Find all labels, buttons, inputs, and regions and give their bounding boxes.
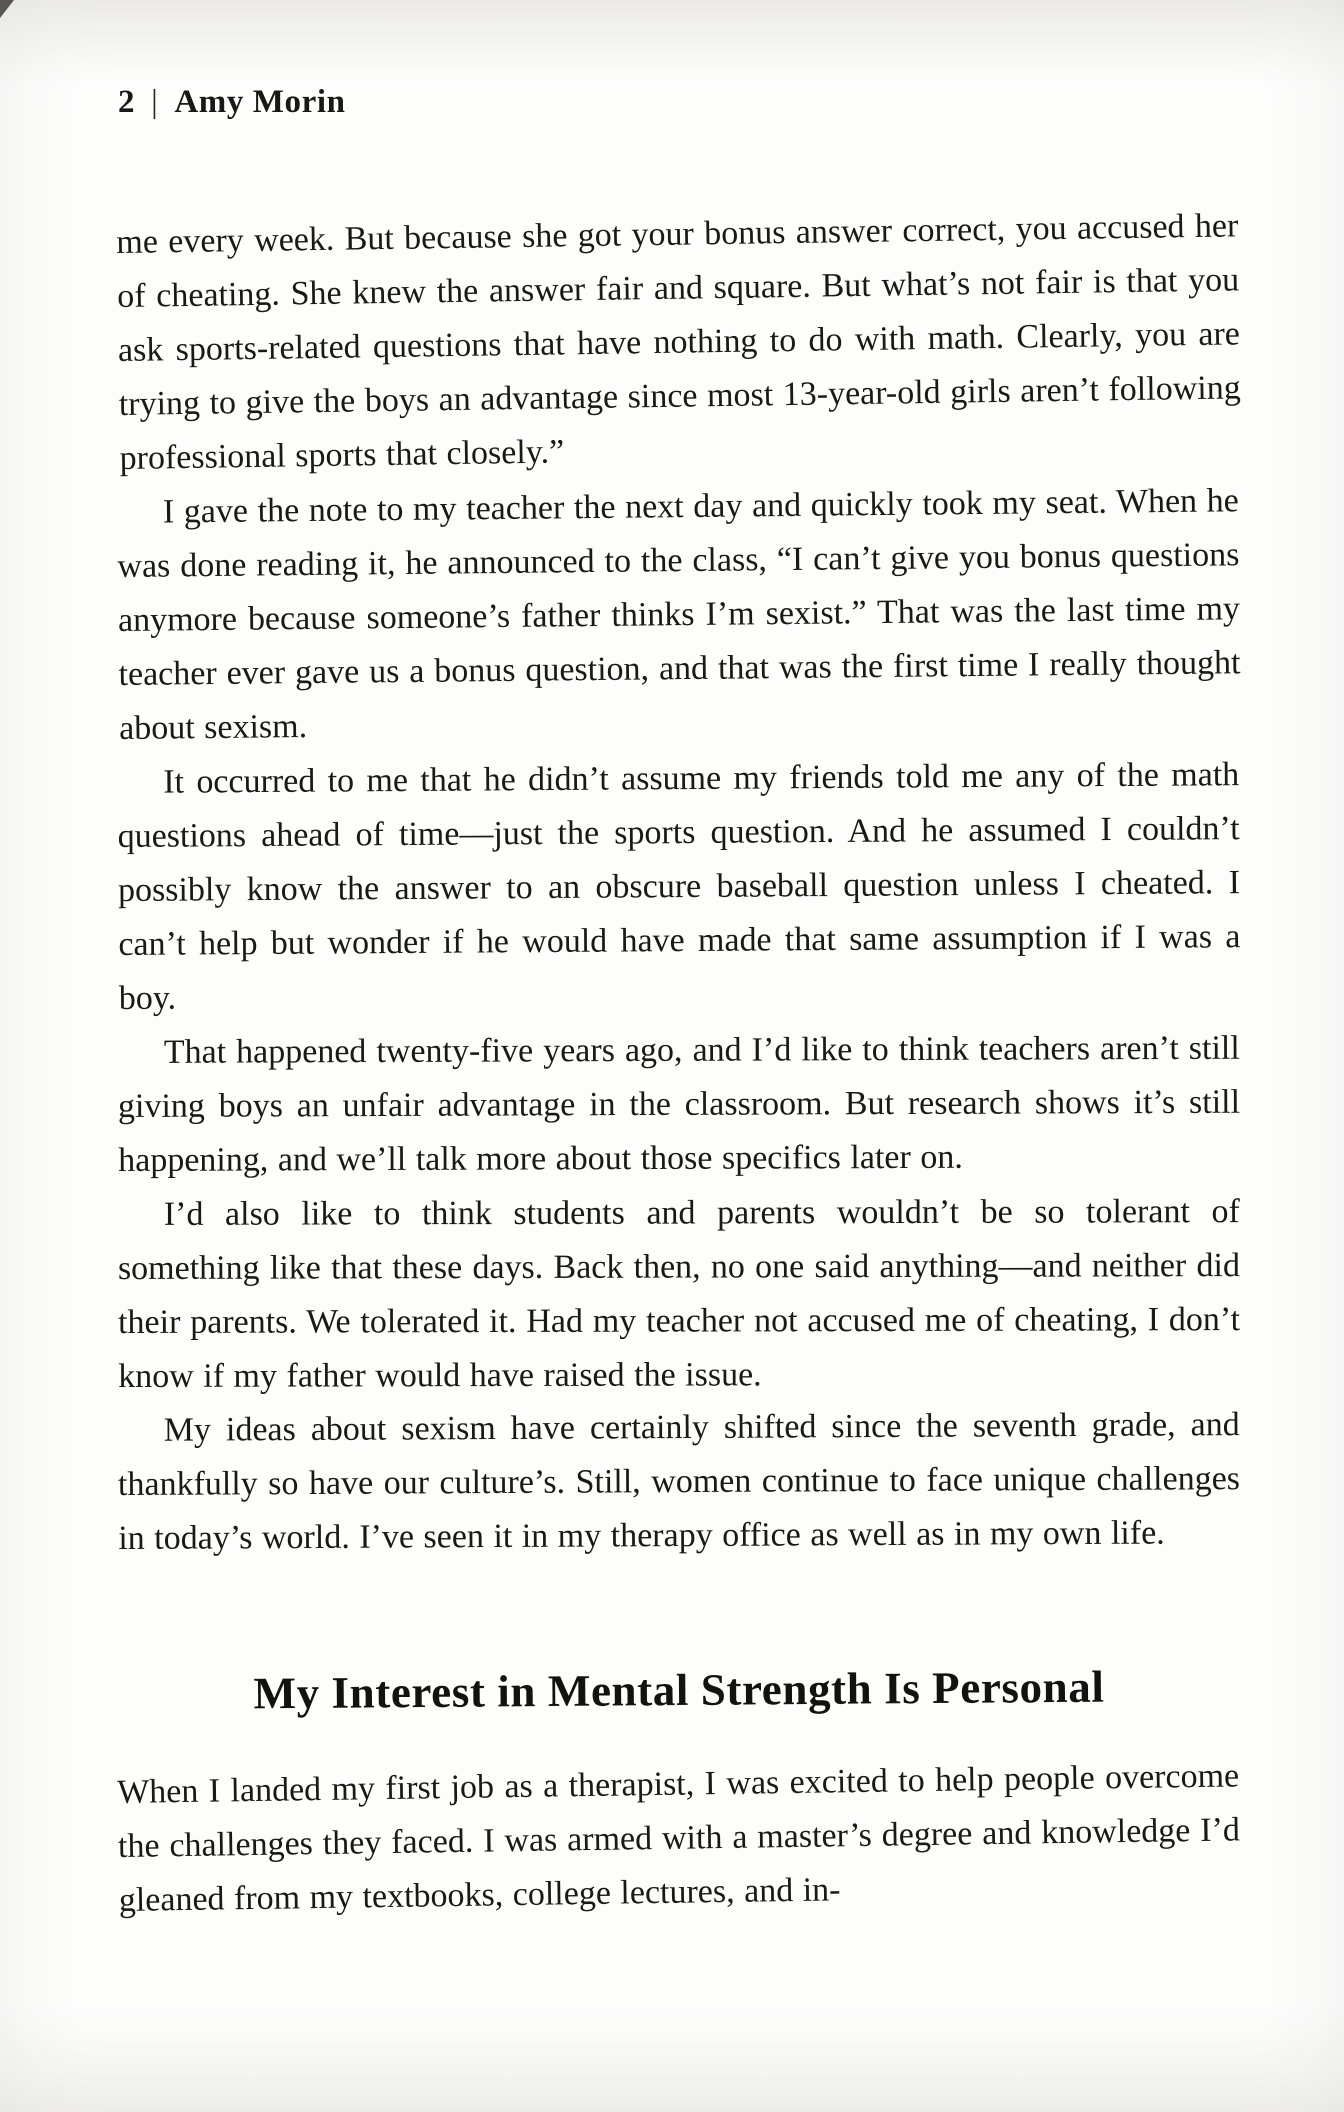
paragraph: I gave the note to my teacher the next day and quickly took my seat. When he was done reading it, he announced to the class, “I can’t give you bonus questions anymore because someone’s father thinks I’m sexist.” That was the last time my teacher ever gave us a bonus question, and that was the first time I really thought about sexism. bbox=[117, 482, 1241, 747]
paragraph: I’d also like to think students and parents wouldn’t be so tolerant of something like that these days. Back then, no one said anything—and neither did their parents. We tolerated it. Had my teacher not accused me of cheating, I don’t know if my father would have raised the issue. bbox=[117, 1193, 1241, 1395]
header-separator: | bbox=[151, 84, 159, 120]
page-number: 2 bbox=[118, 84, 136, 120]
paragraph: My ideas about sexism have certainly shifted since the seventh grade, and thankfully so have our culture’s. Still, women continue to face unique challenges in today’s world. I’ve seen it in my therapy office as well as in my own life. bbox=[117, 1406, 1241, 1557]
paragraph: It occurred to me that he didn’t assume my friends told me any of the math questions ahead of time—just the sports question. And he assumed I couldn’t possibly know the answer to an obscure baseball question unless I cheated. I can’t help but wonder if he would have made that same assumption if I was a boy. bbox=[117, 756, 1241, 1017]
paragraph: When I landed my first job as a therapist, I was excited to help people overcome the challenges they faced. I was armed with a master’s degree and knowledge I’d gleaned from my textbooks, college lectures, and in- bbox=[116, 1757, 1241, 1919]
paragraph: me every week. But because she got your bonus answer correct, you accused her of cheating. She knew the answer fair and square. But what’s not fair is that you ask sports-related questions that have nothing to do with math. Clearly, you are trying to give the boys an advantage since most 13-year-old girls aren’t following professional sports that closely.” bbox=[116, 207, 1241, 477]
paragraph: That happened twenty-five years ago, and I’d like to think teachers aren’t still giving boys an unfair advantage in the classroom. But research shows it’s still happening, and we’ll talk more about those specifics later on. bbox=[117, 1029, 1241, 1179]
running-head-author: Amy Morin bbox=[174, 84, 346, 120]
scan-corner-artifact bbox=[0, 0, 14, 18]
section-heading: My Interest in Mental Strength Is Personal bbox=[253, 1661, 1105, 1719]
page-body bbox=[116, 207, 1241, 1928]
running-head bbox=[118, 84, 346, 121]
